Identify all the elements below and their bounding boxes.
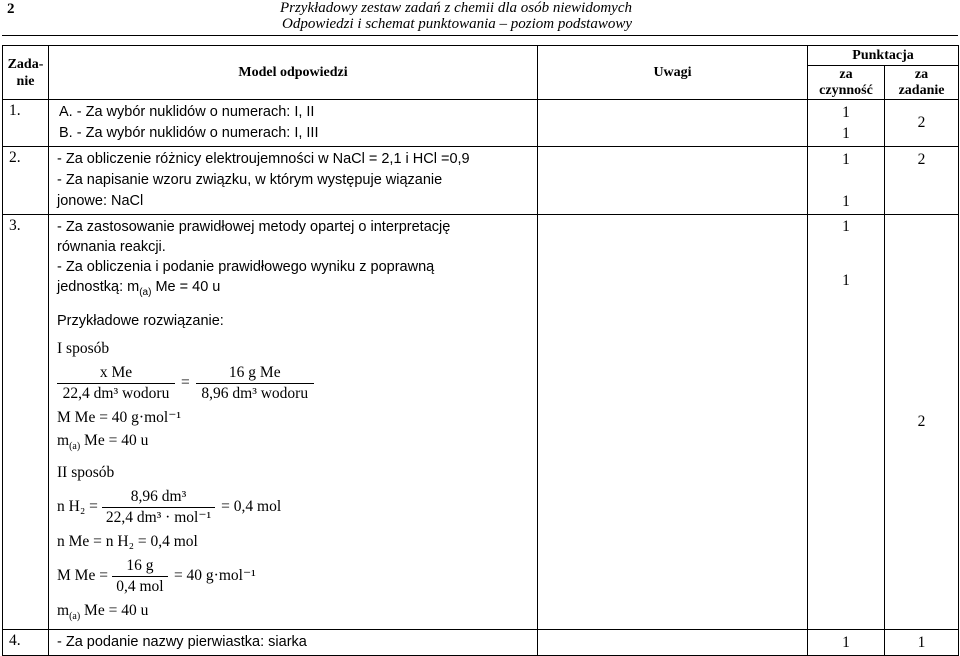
task1-line-b: B. - Za wybór nuklidów o numerach: I, III [59,125,319,141]
header-task: Zada-nie [3,46,49,100]
method-1-result-1: M Me = 40 g·mol⁻¹ [57,408,182,426]
example-label: Przykładowe rozwiązanie: [57,312,224,329]
method-2-final: $m_{(a)}$ Me = 40 u [57,601,149,623]
task2-line-2: - Za napisanie wzoru związku, w którym występuje wiązanie [57,172,443,188]
task3-pts-2: 1 [842,272,850,289]
task-row-4 [3,630,959,656]
header-points: Punktacja [808,46,959,66]
task3-pts-total: 2 [885,215,959,630]
task-number: 4. [3,630,49,656]
method-2-equation-3: M Me = $\frac{16 g}{\text{0,4 mol}}$ = 40 g·mol⁻¹ [57,556,256,595]
task2-line-3: jonowe: NaCl [57,193,144,209]
task-number: 3. [3,215,49,630]
task3-line-2: równania reakcji. [57,239,166,255]
task3-line-1: - Za zastosowanie prawidłowej metody opartej o interpretację [57,219,451,235]
task3-line-4: jednostką: $m_{(a)}$ Me = 40 u [57,279,221,298]
header-points-activity: za czynność [808,66,885,100]
task4-line-1: - Za podanie nazwy pierwiastka: siarka [49,630,538,656]
header-points-task: za zadanie [885,66,959,100]
notes-cell [538,630,808,656]
method-1-proportion: $\frac{\text{x Me}}{\text{22,4 dm³ wodoru}}$ = $\frac{\text{16 g Me}}{\text{8,96 dm³ wodoru}}$ [57,363,529,404]
header-divider [2,35,958,36]
notes-cell [538,215,808,630]
answer-key-table [2,45,959,656]
task1-pts-a: 1 [842,104,850,121]
task2-pts-total: 2 [885,147,959,215]
title-line-2: Odpowiedzi i schemat punktowania – poziom podstawowy [282,16,632,32]
task4-pts-1: 1 [808,630,885,656]
task-number: 2. [3,147,49,215]
task2-line-1: - Za obliczenie różnicy elektroujemności w NaCl = 2,1 i HCl =0,9 [57,151,470,167]
page-header [0,0,960,40]
task1-pts-total: 2 [885,100,959,147]
task3-line-3: - Za obliczenia i podanie prawidłowego wyniku z poprawną [57,259,435,275]
method-1-label: I sposób [57,339,110,357]
header-notes: Uwagi [538,46,808,100]
solution-block [57,339,529,627]
task1-pts-b: 1 [842,125,850,142]
notes-cell [538,100,808,147]
method-2-equation-1: n H₂ = $\frac{\text{8,96 dm³}}{\text{22,4 dm³ · mol⁻¹}}$ = 0,4 mol [57,487,282,526]
task2-pts-2: 1 [842,193,850,210]
method-2-equation-2: n Me = n H₂ = 0,4 mol [57,532,198,550]
task-row-1 [3,100,959,147]
task4-pts-total: 1 [885,630,959,656]
header-model: Model odpowiedzi [49,46,538,100]
task2-pts-1: 1 [842,151,850,168]
document-title [32,0,632,32]
task3-pts-1: 1 [842,218,850,235]
method-2-label: II sposób [57,463,115,481]
task-row-3 [3,215,959,630]
page-number: 2 [7,1,15,17]
task1-line-a: A. - Za wybór nuklidów o numerach: I, II [59,104,315,120]
notes-cell [538,147,808,215]
method-1-result-2: $m_{(a)}$ Me = 40 u [57,431,149,452]
title-line-1: Przykładowy zestaw zadań z chemii dla osób niewidomych [279,0,632,16]
task-row-2 [3,147,959,215]
task-number: 1. [3,100,49,147]
table-header-row [3,46,959,66]
